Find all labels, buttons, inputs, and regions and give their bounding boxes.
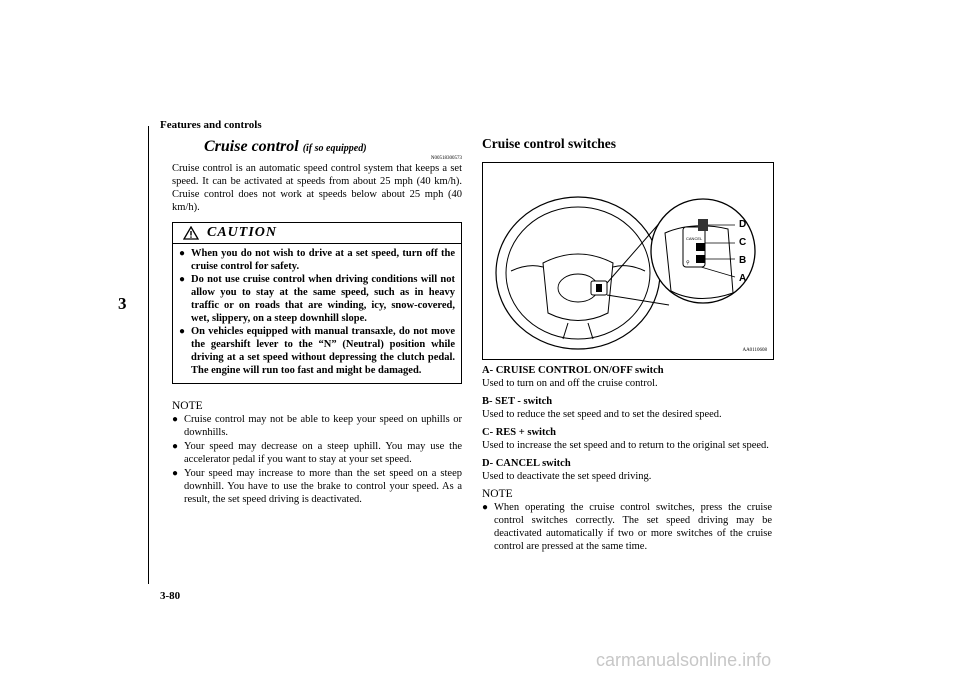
chapter-tab: 3 <box>118 294 127 313</box>
reference-code: N00518300573 <box>430 156 462 161</box>
warning-triangle-icon <box>183 226 199 240</box>
svg-text:CANCEL: CANCEL <box>686 236 703 241</box>
note-heading: NOTE <box>482 488 513 500</box>
switch-c-desc: Used to increase the set speed and to return to the original set speed. <box>482 440 769 451</box>
note-heading: NOTE <box>172 400 203 412</box>
bullet-icon: ● <box>172 414 179 425</box>
label-a: A <box>739 273 747 284</box>
caution-title: CAUTION <box>207 225 278 240</box>
switch-d-desc: Used to deactivate the set speed driving. <box>482 471 652 482</box>
running-header: Features and controls <box>160 119 262 131</box>
margin-rule <box>148 126 149 584</box>
caution-item: ● When you do not wish to drive at a set speed, turn off the cruise control for safety. <box>179 248 455 272</box>
switch-a-desc: Used to turn on and off the cruise control. <box>482 378 658 389</box>
page-number: 3-80 <box>160 590 181 602</box>
caution-item: ● Do not use cruise control when driving conditions will not allow you to stay at the same speed, such as in heavy traffic or on roads that are winding, icy, snow-covered, wet, slippery, on a steep downhill slope. <box>179 274 455 324</box>
switch-c-title: C- RES + switch <box>482 427 556 438</box>
switch-a-title: A- CRUISE CONTROL ON/OFF switch <box>482 365 664 376</box>
switch-b-title: B- SET - switch <box>482 396 553 407</box>
bullet-icon: ● <box>179 274 186 285</box>
label-d: D <box>739 219 747 230</box>
note-item: ● Your speed may increase to more than the set speed on a steep downhill. You have to use the brake to control your speed. As a result, the set speed driving is deactivated. <box>172 468 462 505</box>
watermark: carmanualsonline.info <box>596 650 772 670</box>
bullet-icon: ● <box>172 468 179 479</box>
steering-wheel-illustration <box>483 163 773 359</box>
label-c: C <box>739 237 747 248</box>
title-suffix: (if so equipped) <box>302 143 367 154</box>
caution-item: ● On vehicles equipped with manual transaxle, do not move the gearshift lever to the “N” (Neutral) position while driving at a set speed without depressing the clutch pedal. The engine will run too fast and might be damaged. <box>179 326 455 376</box>
switch-d-title: D- CANCEL switch <box>482 458 571 469</box>
label-b: B <box>739 255 747 266</box>
bullet-icon: ● <box>482 502 489 513</box>
section-heading <box>172 138 462 161</box>
note-item: ● Cruise control may not be able to keep your speed on uphills or downhills. <box>172 414 462 438</box>
section-title: Cruise control switches <box>482 136 616 151</box>
steering-wheel-figure <box>482 162 774 360</box>
note-item: ● When operating the cruise control switches, press the cruise control switches correctly. The set speed driving may be deactivated automatically if two or more switches of the cruise control are pressed at the same time. <box>482 502 772 552</box>
svg-text:⚲: ⚲ <box>686 260 690 266</box>
figure-code: AA0110608 <box>742 348 767 353</box>
left-column <box>172 138 462 506</box>
intro-paragraph: Cruise control is an automatic speed control system that keeps a set speed. It can be activated at speeds from about 25 mph (40 km/h). Cruise control does not work at speeds below about 25 mph (40 km/h). <box>172 163 462 213</box>
page-title: Cruise control <box>204 138 299 155</box>
bullet-icon: ● <box>172 441 179 452</box>
bullet-icon: ● <box>179 248 186 259</box>
right-column <box>482 136 772 553</box>
note-item: ● Your speed may decrease on a steep uphill. You may use the accelerator pedal if you want to stay at your set speed. <box>172 441 462 465</box>
caution-header <box>173 223 461 244</box>
switch-b-desc: Used to reduce the set speed and to set the desired speed. <box>482 409 722 420</box>
caution-box <box>172 222 462 384</box>
bullet-icon: ● <box>179 326 186 337</box>
